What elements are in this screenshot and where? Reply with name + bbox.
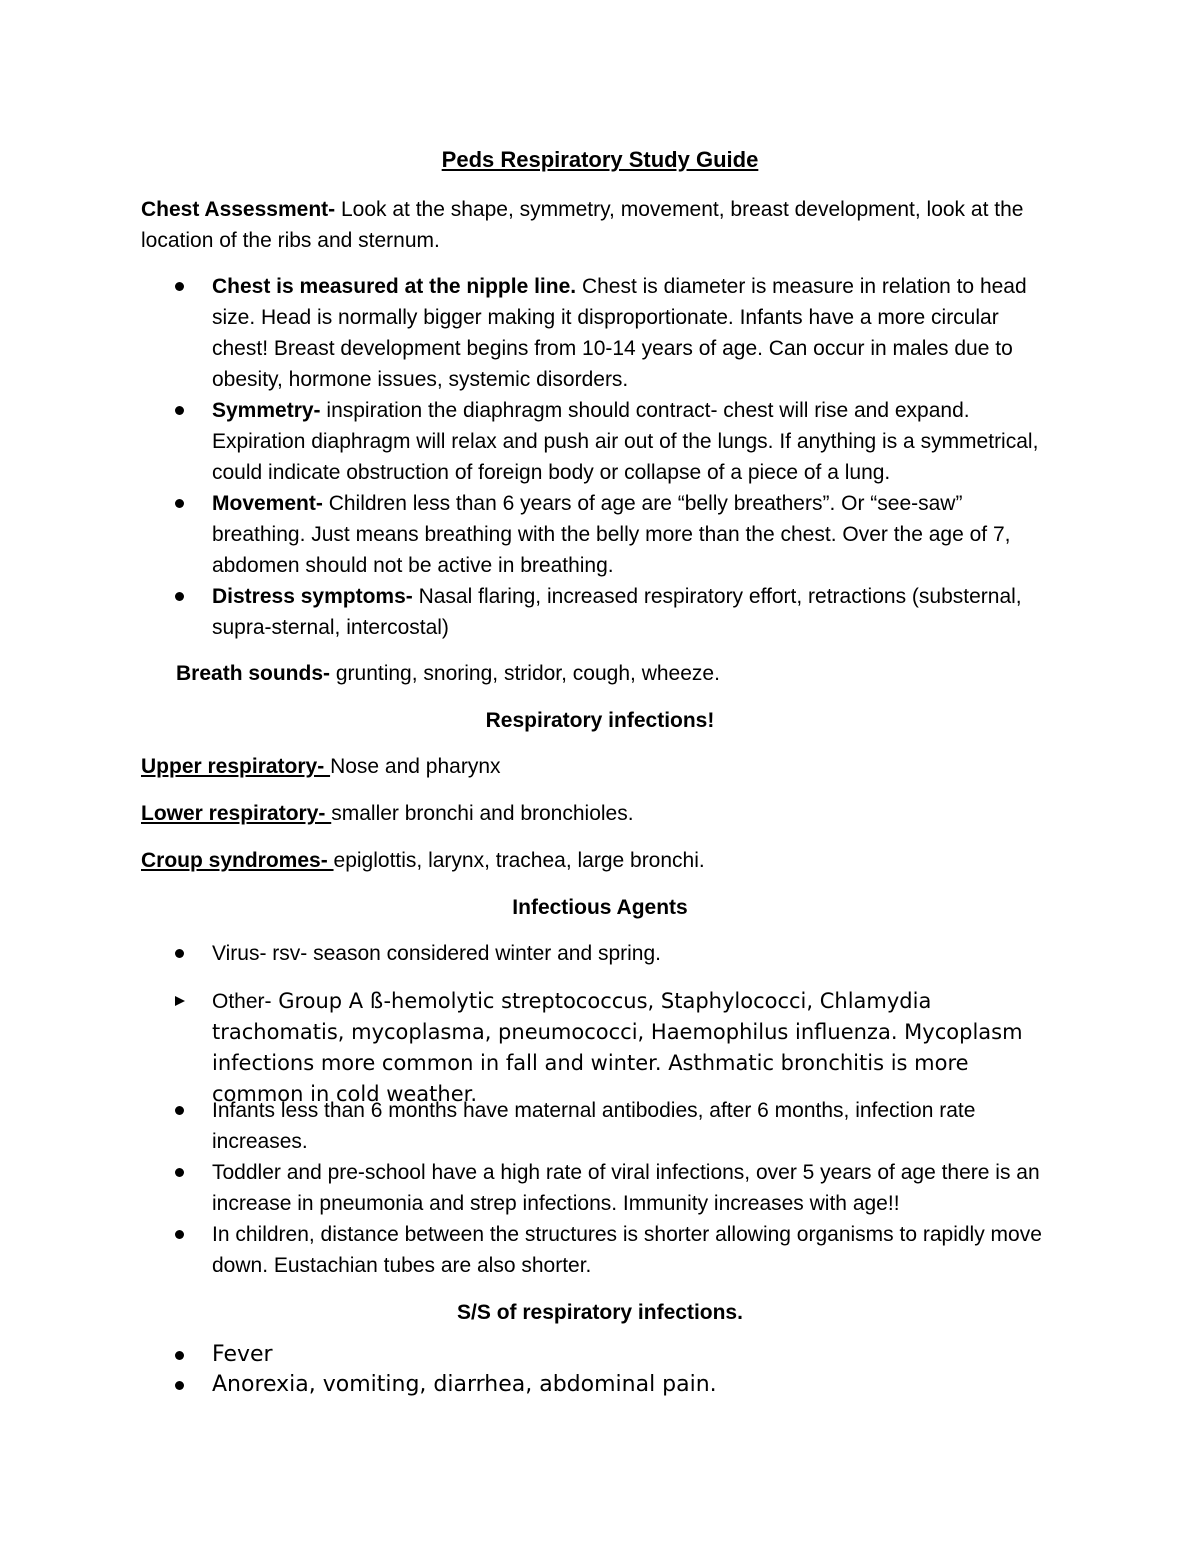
list-item <box>172 271 1057 395</box>
respiratory-infections-heading: Respiratory infections! <box>485 709 715 732</box>
list-item <box>172 1370 1057 1400</box>
item-label: Other- <box>212 990 272 1013</box>
item-text: Virus- rsv- season considered winter and spring. <box>212 942 661 965</box>
breath-sounds-label: Breath sounds- <box>176 662 331 685</box>
item-text: Children less than 6 years of age are “belly breathers”. Or “see-saw” breathing. Just means breathing with the belly more than the chest. Over the age of 7, abdomen should not be active in breathing. <box>212 492 1011 577</box>
upper-respiratory-label: Upper respiratory- <box>141 755 331 778</box>
chest-assessment-label: Chest Assessment- <box>141 198 336 221</box>
list-item <box>172 938 1057 969</box>
croup-syndromes-line <box>141 845 1061 876</box>
chest-assessment-text: Look at the shape, symmetry, movement, breast development, look at the location of the ribs and sternum. <box>141 198 1024 252</box>
list-item <box>172 395 1057 488</box>
list-item <box>172 1219 1057 1281</box>
age-factors-list <box>172 1095 1057 1281</box>
item-text: Anorexia, vomiting, diarrhea, abdominal pain. <box>212 1372 717 1397</box>
item-text: Nasal flaring, increased respiratory effort, retractions (substernal, supra-sternal, intercostal) <box>212 585 1022 639</box>
list-item <box>172 986 1057 1110</box>
signs-symptoms-list <box>172 1340 1057 1400</box>
item-label: Chest is measured at the nipple line. <box>212 275 577 298</box>
breath-sounds-paragraph <box>176 658 1076 689</box>
item-label: Movement- <box>212 492 323 515</box>
croup-syndromes-label: Croup syndromes- <box>141 849 334 872</box>
lower-respiratory-label: Lower respiratory- <box>141 802 332 825</box>
chest-assessment-paragraph <box>141 194 1061 256</box>
item-text: Toddler and pre-school have a high rate of viral infections, over 5 years of age there is an increase in pneumonia and strep infections. Immunity increases with age!! <box>212 1161 1040 1215</box>
lower-respiratory-text: smaller bronchi and bronchioles. <box>331 802 634 825</box>
item-text: inspiration the diaphragm should contract- chest will rise and expand. Expiration diaphragm will relax and push air out of the lungs. If anything is a symmetrical, could indicate obstruction of foreign body or collapse of a piece of a lung. <box>212 399 1039 484</box>
list-item <box>172 1340 1057 1370</box>
item-text: Chest is diameter is measure in relation to head size. Head is normally bigger making it disproportionate. Infants have a more circular chest! Breast development begins from 10-14 years of age. Can occur in males due to obesity, hormone issues, systemic disorders. <box>212 275 1027 391</box>
item-text: Fever <box>212 1342 273 1367</box>
item-text: In children, distance between the structures is shorter allowing organisms to rapidly move down. Eustachian tubes are also shorter. <box>212 1223 1042 1277</box>
list-item <box>172 1157 1057 1219</box>
signs-symptoms-heading: S/S of respiratory infections. <box>457 1301 743 1324</box>
list-item <box>172 1095 1057 1157</box>
item-text: Group A ß-hemolytic streptococcus, Staphylococci, Chlamydia trachomatis, mycoplasma, pneumococci, Haemophilus influenza. Mycoplasm infections more common in fall and winter. Asthmatic bronchitis is more common in cold weather. <box>212 989 1023 1106</box>
croup-syndromes-text: epiglottis, larynx, trachea, large bronchi. <box>333 849 705 872</box>
breath-sounds-text: grunting, snoring, stridor, cough, wheeze. <box>330 662 720 685</box>
virus-list <box>172 938 1057 969</box>
item-text: Infants less than 6 months have maternal antibodies, after 6 months, infection rate increases. <box>212 1099 976 1153</box>
upper-respiratory-text: Nose and pharynx <box>330 755 501 778</box>
other-agents-list <box>172 986 1057 1110</box>
item-label: Distress symptoms- <box>212 585 413 608</box>
page-title: Peds Respiratory Study Guide <box>441 147 759 172</box>
chest-assessment-list <box>172 271 1057 643</box>
list-item <box>172 488 1057 581</box>
lower-respiratory-line <box>141 798 1061 829</box>
infectious-agents-heading: Infectious Agents <box>512 896 688 919</box>
item-label: Symmetry- <box>212 399 321 422</box>
list-item <box>172 581 1057 643</box>
upper-respiratory-line <box>141 751 1061 782</box>
